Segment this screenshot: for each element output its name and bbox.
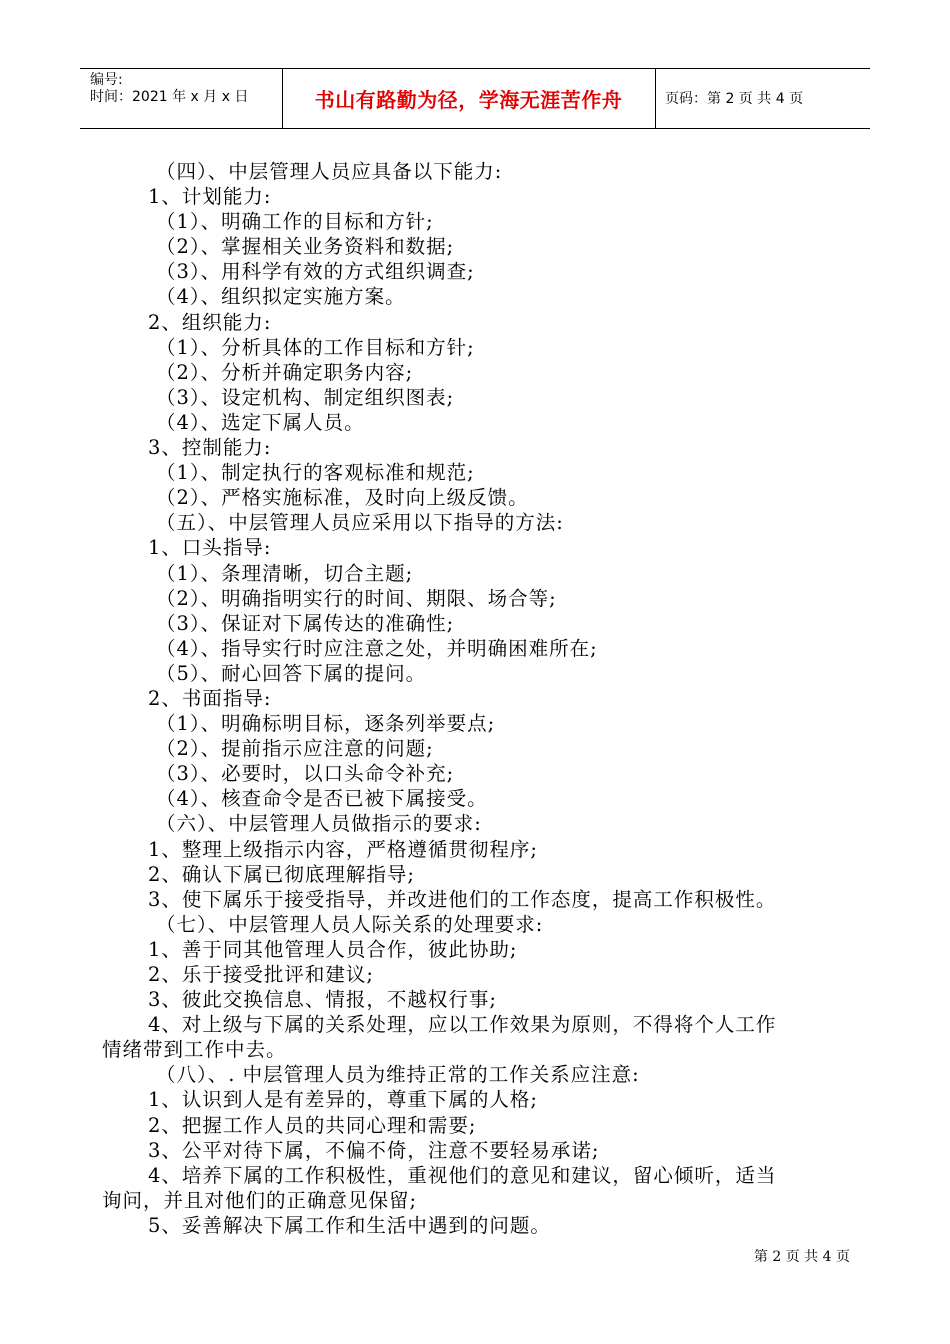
document-date-label: 时间：2021 年 x 月 x 日 (90, 89, 249, 105)
body-line: 1、认识到人是有差异的，尊重下属的人格; (148, 1088, 538, 1112)
header-motto-cell (282, 69, 656, 128)
body-line: 2、乐于接受批评和建议; (148, 963, 374, 986)
header-motto: 书山有路勤为径，学海无涯苦作舟 (314, 88, 623, 112)
body-line: 1、口头指导: (148, 536, 272, 560)
body-line: 4、对上级与下属的关系处理，应以工作效果为原则，不得将个人工作 (148, 1013, 777, 1037)
body-line: （2）、严格实施标准，及时向上级反馈。 (156, 486, 529, 510)
body-line: 询问，并且对他们的正确意见保留; (102, 1188, 418, 1212)
body-line: 2、确认下属已彻底理解指导; (148, 862, 415, 886)
body-line: （2）、掌握相关业务资料和数据; (156, 235, 455, 259)
header-page-number: 页码：第 2 页 共 4 页 (665, 91, 804, 107)
body-line: 5、妥善解决下属工作和生活中遇到的问题。 (148, 1213, 551, 1237)
footer-page-number: 第 2 页 共 4 页 (753, 1249, 850, 1265)
body-line: （四）、中层管理人员应具备以下能力: (156, 160, 503, 183)
body-line: 3、使下属乐于接受指导，并改进他们的工作态度，提高工作积极性。 (148, 887, 777, 911)
body-line: 4、培养下属的工作积极性，重视他们的意见和建议，留心倾听，适当 (148, 1163, 777, 1187)
body-line: 情绪带到工作中去。 (102, 1038, 287, 1062)
body-line: （1）、制定执行的客观标准和规范; (156, 461, 475, 485)
body-line: （六）、中层管理人员做指示的要求: (156, 812, 482, 836)
body-line: （2）、提前指示应注意的问题; (156, 737, 434, 761)
body-line: （4）、核查命令是否已被下属接受。 (156, 787, 488, 811)
body-line: （3）、保证对下属传达的准确性; (156, 611, 455, 635)
body-line: （七）、中层管理人员人际关系的处理要求: (156, 912, 544, 936)
document-number-label: 编号: (90, 72, 123, 88)
body-line: 2、组织能力: (148, 310, 272, 334)
body-line: （5）、耐心回答下属的提问。 (156, 661, 427, 685)
body-line: （3）、用科学有效的方式组织调查; (156, 260, 475, 284)
body-line: （4）、组织拟定实施方案。 (156, 285, 406, 309)
body-line: （3）、必要时，以口头命令补充; (156, 762, 455, 786)
body-line: 3、控制能力: (148, 436, 272, 460)
header-page-cell (655, 69, 870, 128)
body-line: 1、计划能力: (148, 185, 272, 209)
body-line: （1）、明确工作的目标和方针; (156, 210, 434, 234)
page-header (80, 68, 870, 129)
document-body (102, 159, 854, 1238)
body-line: 1、善于同其他管理人员合作，彼此协助; (148, 937, 518, 961)
header-info-cell (80, 69, 283, 128)
body-line: （八）、. 中层管理人员为维持正常的工作关系应注意: (156, 1063, 640, 1087)
body-line: （4）、指导实行时应注意之处，并明确困难所在; (156, 636, 598, 660)
body-line: （五）、中层管理人员应采用以下指导的方法: (156, 511, 564, 535)
body-line: 3、彼此交换信息、情报，不越权行事; (148, 988, 497, 1012)
body-line: （1）、分析具体的工作目标和方针; (156, 335, 475, 359)
body-line: （2）、分析并确定职务内容; (156, 360, 414, 384)
body-line: （4）、选定下属人员。 (156, 410, 365, 434)
body-line: （1）、明确标明目标，逐条列举要点; (156, 712, 496, 736)
body-line: 2、把握工作人员的共同心理和需要; (148, 1113, 477, 1137)
body-line: 3、公平对待下属，不偏不倚，注意不要轻易承诺; (148, 1138, 600, 1162)
body-line: （1）、条理清晰，切合主题; (156, 561, 414, 585)
body-line: 1、整理上级指示内容，严格遵循贯彻程序; (148, 837, 538, 861)
body-line: （2）、明确指明实行的时间、期限、场合等; (156, 586, 557, 610)
body-line: （3）、设定机构、制定组织图表; (156, 385, 455, 409)
body-line: 2、书面指导: (148, 686, 272, 710)
